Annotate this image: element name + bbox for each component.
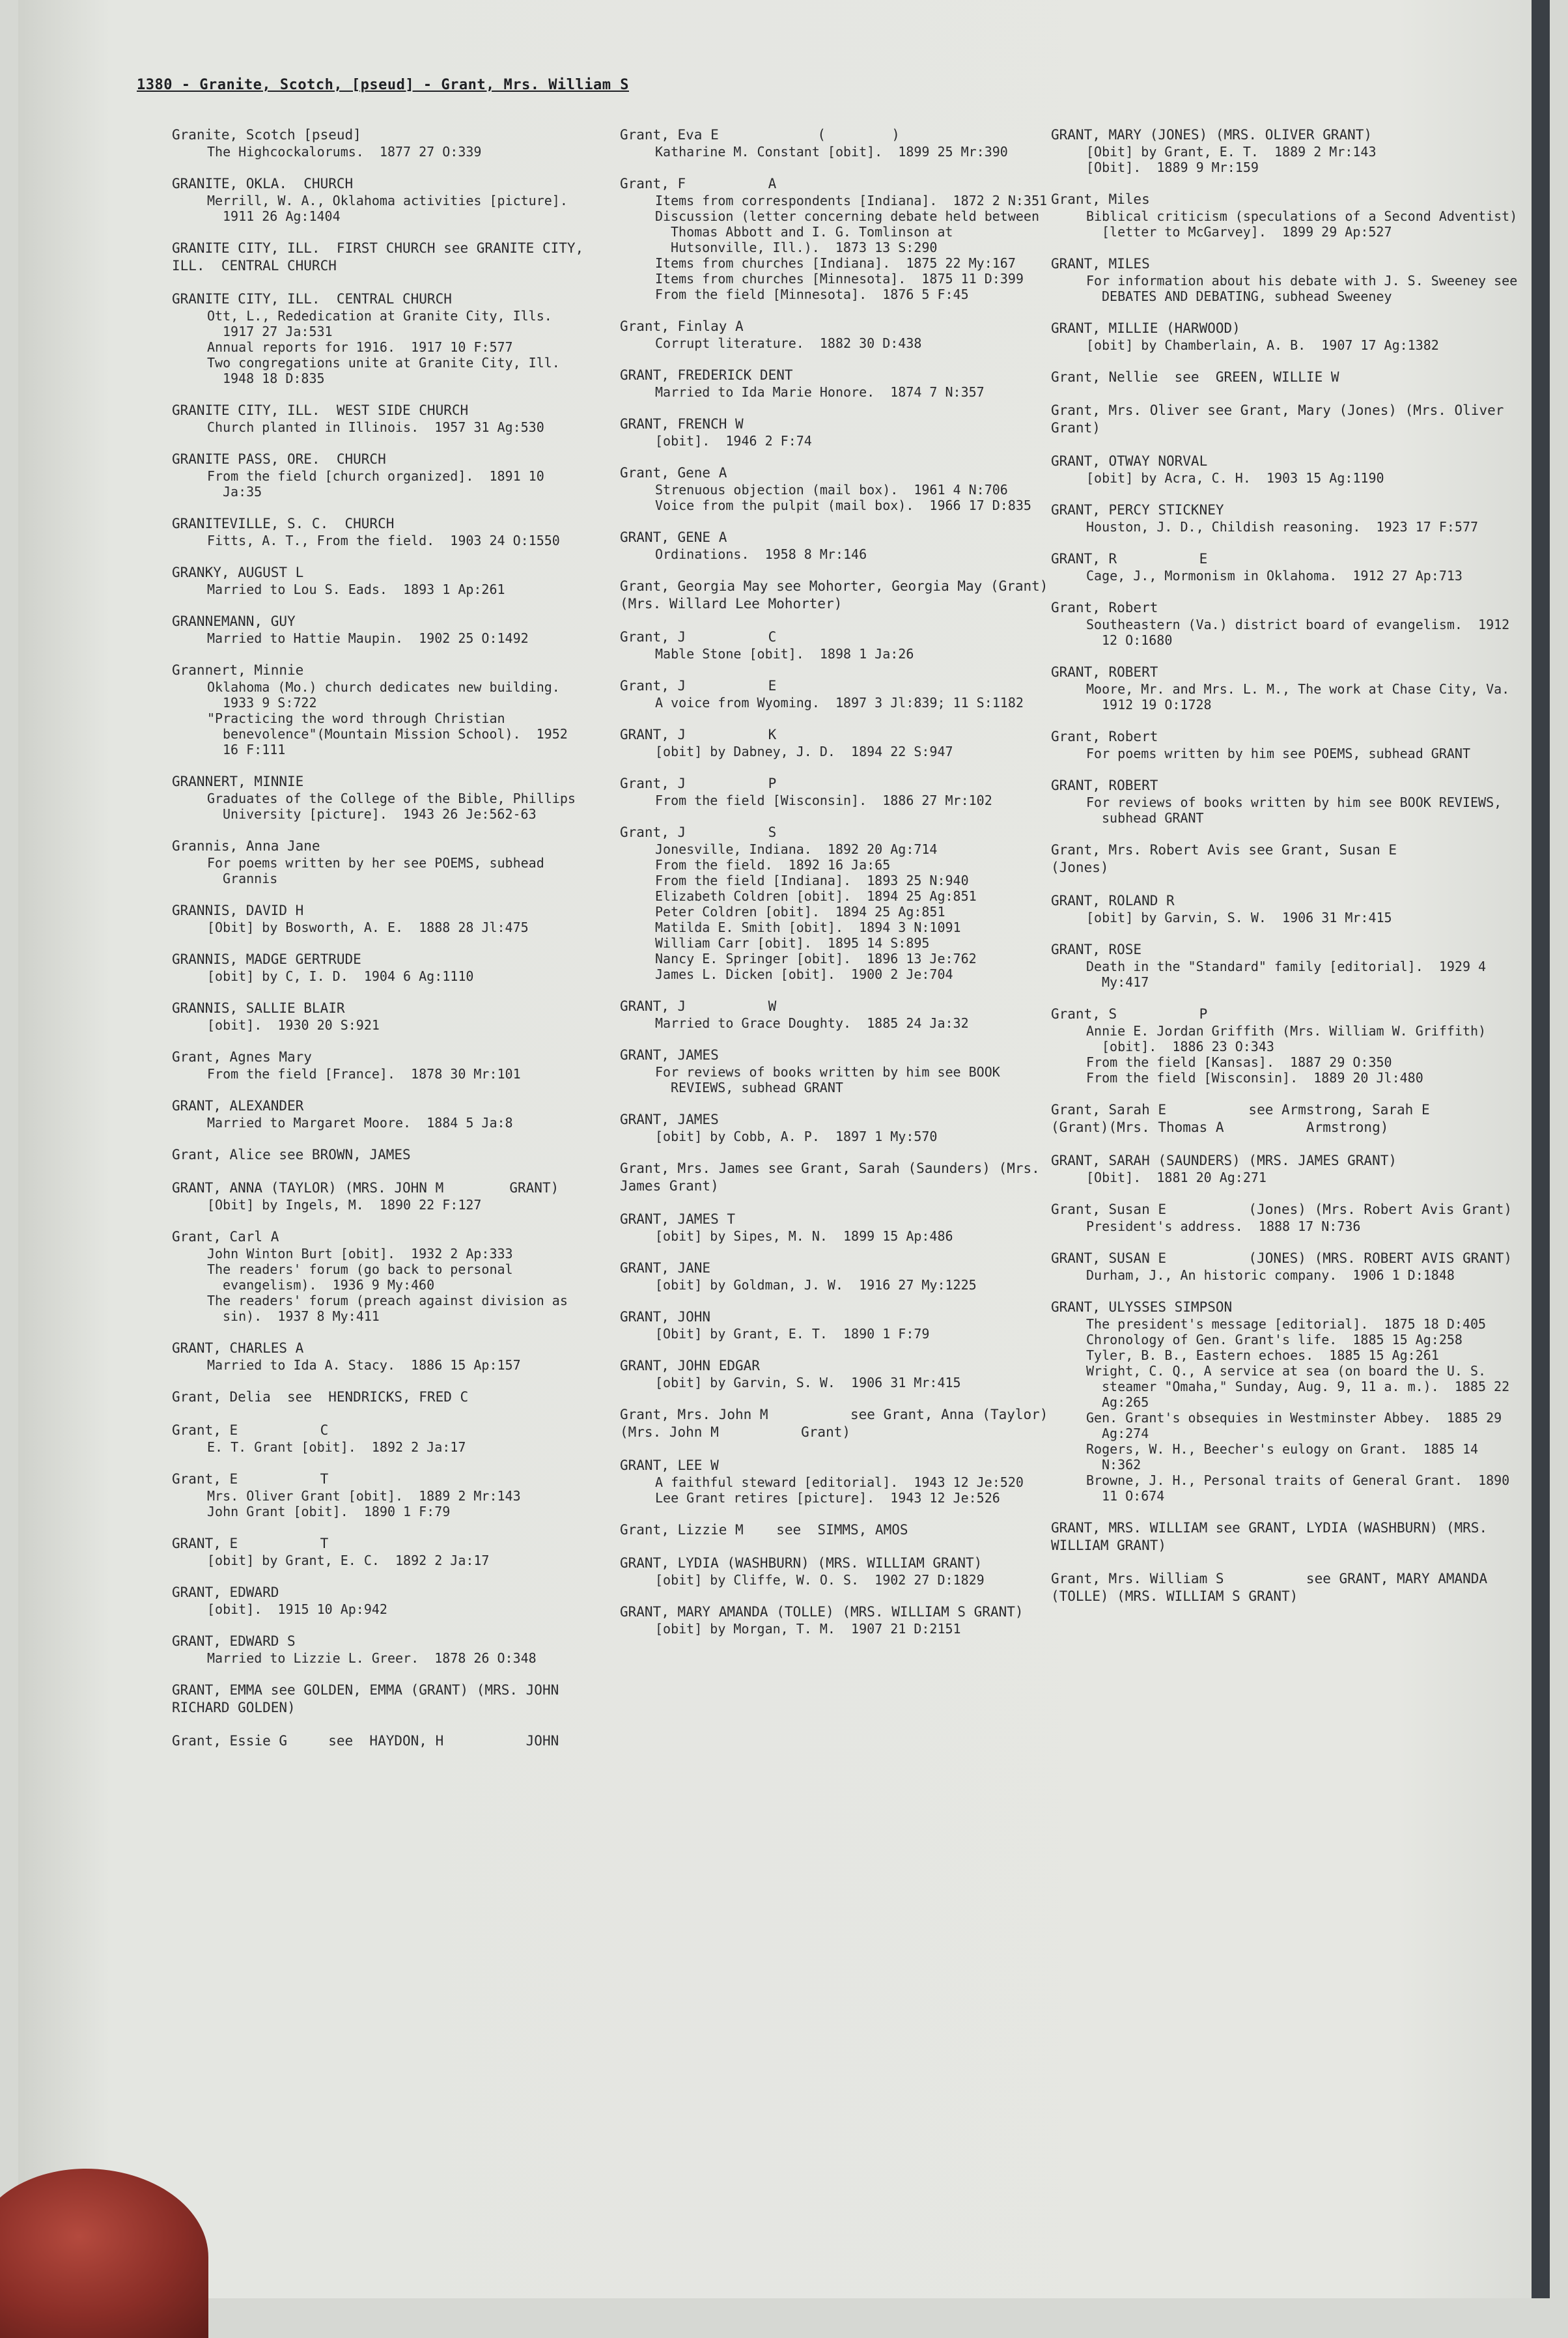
- entry-heading: Grant, Carl A: [172, 1229, 279, 1245]
- index-entry: [172, 240, 592, 275]
- index-entry: [620, 367, 1050, 400]
- entry-citation: For information about his debate with J. S. Sweeney see DEBATES AND DEBATING, subhead Sweeney: [1086, 273, 1526, 304]
- entry-heading: Grant, Gene A: [620, 465, 727, 481]
- entry-heading: Grant, Mrs. James see Grant, Sarah (Saunders) (Mrs. James Grant): [620, 1161, 1048, 1194]
- entry-heading: GRANNIS, MADGE GERTRUDE: [172, 951, 361, 967]
- entry-heading: GRANT, CHARLES A: [172, 1340, 304, 1356]
- entry-citation: [obit] by Morgan, T. M. 1907 21 D:2151: [655, 1621, 961, 1637]
- index-entry: [620, 1555, 1050, 1588]
- index-entry: [172, 1535, 589, 1568]
- index-entry: [172, 515, 589, 548]
- entry-citation: Married to Grace Doughty. 1885 24 Ja:32: [655, 1015, 969, 1031]
- entry-citation: Jonesville, Indiana. 1892 20 Ag:714: [655, 841, 938, 857]
- entry-citation: Katharine M. Constant [obit]. 1899 25 Mr:390: [655, 144, 1008, 160]
- entry-citation: [obit] by Sipes, M. N. 1899 15 Ap:486: [655, 1228, 953, 1244]
- entry-heading: GRANT, J K: [620, 727, 777, 742]
- entry-heading: GRANT, EDWARD: [172, 1584, 279, 1600]
- entry-heading: Grannis, Anna Jane: [172, 838, 320, 854]
- entry-heading: GRANITE, OKLA. CHURCH: [172, 176, 354, 191]
- entry-heading: GRANT, ROBERT: [1051, 664, 1158, 680]
- entry-citation: [obit] by Acra, C. H. 1903 15 Ag:1190: [1086, 470, 1384, 486]
- entry-heading: Grant, S P: [1051, 1006, 1208, 1022]
- entry-heading: GRANITEVILLE, S. C. CHURCH: [172, 516, 395, 531]
- entry-citation: William Carr [obit]. 1895 14 S:895: [655, 935, 930, 951]
- entry-citation: Cage, J., Mormonism in Oklahoma. 1912 27 Ap:713: [1086, 568, 1463, 584]
- entry-citation: Peter Coldren [obit]. 1894 25 Ag:851: [655, 904, 945, 920]
- entry-citation: A faithful steward [editorial]. 1943 12 Je:520: [655, 1474, 1024, 1490]
- entry-citation: Death in the "Standard" family [editorial]. 1929 4 My:417: [1086, 959, 1494, 990]
- entry-heading: GRANT, JAMES: [620, 1112, 719, 1127]
- index-entry: [172, 951, 589, 984]
- entry-citation: Married to Lizzie L. Greer. 1878 26 O:348: [207, 1650, 537, 1666]
- entry-citation: For poems written by her see POEMS, subhead Grannis: [207, 855, 552, 886]
- entry-heading: GRANNEMANN, GUY: [172, 613, 296, 629]
- entry-heading: GRANNERT, MINNIE: [172, 774, 304, 789]
- entry-heading: Grant, Mrs. John M see Grant, Anna (Taylor) (Mrs. John M Grant): [620, 1407, 1057, 1440]
- entry-heading: GRANT, ROBERT: [1051, 778, 1158, 793]
- entry-citation: Two congregations unite at Granite City, Ill. 1948 18 D:835: [207, 355, 576, 386]
- entry-citation: Matilda E. Smith [obit]. 1894 3 N:1091: [655, 920, 961, 935]
- entry-heading: GRANT, JANE: [620, 1260, 711, 1276]
- entry-citation: [Obit] by Grant, E. T. 1890 1 F:79: [655, 1326, 930, 1342]
- entry-heading: GRANT, GENE A: [620, 529, 727, 545]
- entry-citation: Rogers, W. H., Beecher's eulogy on Grant. 1885 14 N:362: [1086, 1441, 1487, 1472]
- entry-citation: Discussion (letter concerning debate held between Thomas Abbott and I. G. Tomlinson at Hutsonville, Ill.). 1873 13 S:290: [655, 208, 1048, 255]
- index-entry: [1051, 453, 1520, 486]
- entry-heading: GRANT, MILES: [1051, 256, 1150, 272]
- entry-citation: Lee Grant retires [picture]. 1943 12 Je:526: [655, 1490, 1000, 1506]
- entry-citation: From the field [France]. 1878 30 Mr:101: [207, 1066, 521, 1082]
- entry-heading: Grannert, Minnie: [172, 662, 304, 678]
- entry-citation: Married to Ida A. Stacy. 1886 15 Ap:157: [207, 1357, 521, 1373]
- entry-citation: For reviews of books written by him see BOOK REVIEWS, subhead GRANT: [1086, 795, 1510, 826]
- index-entry: [620, 1603, 1050, 1637]
- entry-citation: From the field [church organized]. 1891 10 Ja:35: [207, 468, 552, 500]
- index-entry: [620, 415, 1050, 449]
- index-entry: [1051, 599, 1520, 648]
- entry-citation: The readers' forum (preach against division as sin). 1937 8 My:411: [207, 1293, 576, 1324]
- index-entry: [172, 1000, 589, 1033]
- entry-heading: GRANT, LYDIA (WASHBURN) (MRS. WILLIAM GRANT): [620, 1555, 983, 1571]
- index-entry: [172, 1049, 589, 1082]
- running-header: 1380 - Granite, Scotch, [pseud] - Grant, Mrs. William S: [137, 77, 629, 93]
- entry-heading: Grant, Georgia May see Mohorter, Georgia May (Grant) (Mrs. Willard Lee Mohorter): [620, 578, 1057, 612]
- entry-heading: GRANT, ROSE: [1051, 942, 1142, 957]
- index-entry: [620, 318, 1050, 351]
- entry-heading: Grant, Sarah E see Armstrong, Sarah E (Grant)(Mrs. Thomas A Armstrong): [1051, 1102, 1513, 1135]
- entry-citation: [obit] by C, I. D. 1904 6 Ag:1110: [207, 968, 474, 984]
- index-page: [18, 0, 1550, 2298]
- index-entry: [172, 1732, 589, 1750]
- entry-heading: Grant, J C: [620, 629, 777, 645]
- index-entry: [620, 1211, 1050, 1244]
- index-entry: [1051, 728, 1520, 761]
- index-entry: [172, 290, 589, 386]
- index-entry: [1051, 777, 1520, 826]
- entry-citation: [obit] by Chamberlain, A. B. 1907 17 Ag:1382: [1086, 337, 1439, 353]
- index-entry: [172, 838, 589, 886]
- entry-citation: From the field. 1892 16 Ja:65: [655, 857, 891, 873]
- entry-citation: [Obit] by Ingels, M. 1890 22 F:127: [207, 1197, 482, 1213]
- index-entry: [620, 529, 1050, 562]
- index-entry: [1051, 1299, 1520, 1504]
- entry-citation: Annie E. Jordan Griffith (Mrs. William W. Griffith) [obit]. 1886 23 O:343: [1086, 1023, 1494, 1054]
- entry-heading: GRANT, ANNA (TAYLOR) (MRS. JOHN M GRANT): [172, 1180, 559, 1196]
- index-entry: [172, 1097, 589, 1131]
- entry-heading: GRANITE CITY, ILL. FIRST CHURCH see GRANITE CITY, ILL. CENTRAL CHURCH: [172, 240, 592, 274]
- entry-citation: From the field [Wisconsin]. 1886 27 Mr:102: [655, 793, 992, 808]
- index-entry: [1051, 255, 1526, 304]
- entry-citation: Items from churches [Indiana]. 1875 22 My:167: [655, 255, 1016, 271]
- entry-heading: GRANT, SARAH (SAUNDERS) (MRS. JAMES GRANT): [1051, 1153, 1397, 1168]
- entry-citation: James L. Dicken [obit]. 1900 2 Je:704: [655, 966, 953, 982]
- entry-citation: [obit] by Dabney, J. D. 1894 22 S:947: [655, 744, 953, 759]
- entry-citation: Gen. Grant's obsequies in Westminster Abbey. 1885 29 Ag:274: [1086, 1410, 1510, 1441]
- entry-citation: The Highcockalorums. 1877 27 O:339: [207, 144, 482, 160]
- entry-heading: GRANT, EMMA see GOLDEN, EMMA (GRANT) (MRS. JOHN RICHARD GOLDEN): [172, 1682, 567, 1715]
- entry-citation: For poems written by him see POEMS, subhead GRANT: [1086, 746, 1471, 761]
- entry-citation: From the field [Minnesota]. 1876 5 F:45: [655, 287, 969, 302]
- entry-citation: From the field [Indiana]. 1893 25 N:940: [655, 873, 969, 888]
- entry-citation: Oklahoma (Mo.) church dedicates new building. 1933 9 S:722: [207, 679, 576, 711]
- entry-citation: From the field [Wisconsin]. 1889 20 Jl:480: [1086, 1070, 1423, 1086]
- entry-heading: Granite, Scotch [pseud]: [172, 127, 361, 143]
- entry-citation: "Practicing the word through Christian benevolence"(Mountain Mission School). 1952 16 F:111: [207, 711, 576, 757]
- entry-heading: GRANT, ROLAND R: [1051, 893, 1175, 908]
- index-entry: [172, 773, 589, 822]
- entry-heading: Grant, Miles: [1051, 191, 1150, 207]
- index-entry: [620, 1260, 1050, 1293]
- index-column-2: [620, 126, 1057, 1652]
- index-column-1: [172, 126, 592, 1766]
- entry-citation: [obit] by Cobb, A. P. 1897 1 My:570: [655, 1129, 938, 1144]
- index-entry: [172, 175, 589, 224]
- entry-citation: Items from churches [Minnesota]. 1875 11 D:399: [655, 271, 1024, 287]
- entry-citation: Church planted in Illinois. 1957 31 Ag:530: [207, 419, 544, 435]
- index-entry: [172, 1471, 589, 1519]
- entry-heading: GRANT, JOHN EDGAR: [620, 1358, 760, 1373]
- index-entry: [172, 1682, 589, 1717]
- entry-heading: GRANKY, AUGUST L: [172, 565, 304, 580]
- index-entry: [620, 126, 1050, 160]
- entry-citation: [Obit] by Bosworth, A. E. 1888 28 Jl:475: [207, 920, 529, 935]
- index-entry: [1051, 1152, 1520, 1185]
- index-entry: [1051, 841, 1520, 877]
- entry-citation: Married to Hattie Maupin. 1902 25 O:1492: [207, 630, 529, 646]
- entry-heading: Grant, Eva E ( ): [620, 127, 900, 143]
- entry-heading: Grant, Alice see BROWN, JAMES: [172, 1147, 411, 1162]
- entry-heading: GRANT, JOHN: [620, 1309, 711, 1325]
- index-entry: [1051, 501, 1520, 535]
- entry-heading: Grant, Lizzie M see SIMMS, AMOS: [620, 1522, 908, 1538]
- index-entry: [620, 1457, 1050, 1506]
- entry-heading: GRANT, SUSAN E (JONES) (MRS. ROBERT AVIS GRANT): [1051, 1250, 1513, 1266]
- entry-citation: Tyler, B. B., Eastern echoes. 1885 15 Ag:261: [1086, 1347, 1439, 1363]
- entry-citation: Southeastern (Va.) district board of evangelism. 1912 12 O:1680: [1086, 617, 1518, 648]
- index-entry: [172, 1228, 589, 1324]
- entry-heading: GRANT, OTWAY NORVAL: [1051, 453, 1208, 469]
- entry-heading: Grant, Robert: [1051, 729, 1158, 744]
- book-spine-edge: [1532, 0, 1550, 2298]
- entry-citation: [obit] by Grant, E. C. 1892 2 Ja:17: [207, 1553, 490, 1568]
- entry-heading: GRANT, EDWARD S: [172, 1633, 296, 1649]
- index-entry: [172, 902, 589, 935]
- entry-citation: A voice from Wyoming. 1897 3 Jl:839; 11 S:1182: [655, 695, 1024, 711]
- entry-citation: Graduates of the College of the Bible, Phillips University [picture]. 1943 26 Je:562-63: [207, 791, 583, 822]
- entry-citation: The readers' forum (go back to personal evangelism). 1936 9 My:460: [207, 1261, 521, 1293]
- entry-heading: GRANT, J W: [620, 998, 777, 1014]
- entry-citation: John Grant [obit]. 1890 1 F:79: [207, 1504, 451, 1519]
- entry-citation: [obit]. 1946 2 F:74: [655, 433, 812, 449]
- index-entry: [172, 662, 589, 757]
- entry-citation: Strenuous objection (mail box). 1961 4 N:706: [655, 482, 1008, 498]
- index-entry: [620, 1047, 1050, 1095]
- index-entry: [172, 1179, 589, 1213]
- index-entry: [620, 726, 1050, 759]
- index-entry: [1051, 1250, 1520, 1283]
- entry-heading: Grant, E T: [172, 1471, 329, 1487]
- index-entry: [1051, 369, 1520, 386]
- entry-citation: Durham, J., An historic company. 1906 1 D:1848: [1086, 1267, 1455, 1283]
- entry-citation: [Obit] by Grant, E. T. 1889 2 Mr:143: [1086, 144, 1377, 160]
- index-entry: [1051, 1519, 1520, 1555]
- entry-heading: GRANT, R E: [1051, 551, 1208, 567]
- index-entry: [620, 1521, 1050, 1539]
- entry-citation: Married to Lou S. Eads. 1893 1 Ap:261: [207, 582, 505, 597]
- index-entry: [620, 998, 1050, 1031]
- index-entry: [172, 1146, 589, 1164]
- entry-citation: [obit] by Garvin, S. W. 1906 31 Mr:415: [655, 1375, 961, 1390]
- index-entry: [1051, 550, 1520, 584]
- entry-citation: Mrs. Oliver Grant [obit]. 1889 2 Mr:143: [207, 1488, 521, 1504]
- entry-heading: GRANT, ALEXANDER: [172, 1098, 304, 1114]
- index-entry: [1051, 1006, 1520, 1086]
- index-entry: [1051, 320, 1520, 353]
- index-entry: [1051, 1570, 1520, 1605]
- entry-heading: GRANNIS, DAVID H: [172, 903, 304, 918]
- entry-citation: The president's message [editorial]. 1875 18 D:405: [1086, 1316, 1487, 1332]
- index-entry: [620, 1357, 1050, 1390]
- entry-heading: Grant, Delia see HENDRICKS, FRED C: [172, 1389, 469, 1405]
- index-entry: [620, 824, 1050, 982]
- index-entry: [620, 1160, 1050, 1195]
- entry-citation: Voice from the pulpit (mail box). 1966 17 D:835: [655, 498, 1031, 513]
- entry-heading: GRANT, JAMES: [620, 1047, 719, 1063]
- index-entry: [620, 464, 1050, 513]
- index-entry: [620, 628, 1050, 662]
- entry-heading: Grant, F A: [620, 176, 777, 191]
- entry-citation: [obit] by Goldman, J. W. 1916 27 My:1225: [655, 1277, 977, 1293]
- entry-heading: GRANT, LEE W: [620, 1458, 719, 1473]
- entry-heading: GRANT, MARY AMANDA (TOLLE) (MRS. WILLIAM S GRANT): [620, 1604, 1024, 1620]
- entry-citation: John Winton Burt [obit]. 1932 2 Ap:333: [207, 1246, 513, 1261]
- entry-citation: For reviews of books written by him see BOOK REVIEWS, subhead GRANT: [655, 1064, 1008, 1095]
- index-entry: [1051, 1101, 1520, 1136]
- entry-citation: Nancy E. Springer [obit]. 1896 13 Je:762: [655, 951, 977, 966]
- index-entry: [1051, 402, 1520, 437]
- entry-citation: Browne, J. H., Personal traits of General Grant. 1890 11 O:674: [1086, 1472, 1518, 1504]
- entry-citation: [obit]. 1930 20 S:921: [207, 1017, 380, 1033]
- entry-citation: Annual reports for 1916. 1917 10 F:577: [207, 339, 513, 355]
- index-entry: [620, 775, 1050, 808]
- index-entry: [172, 564, 589, 597]
- index-entry: [172, 1388, 589, 1406]
- entry-citation: Fitts, A. T., From the field. 1903 24 O:1550: [207, 533, 560, 548]
- entry-citation: Married to Margaret Moore. 1884 5 Ja:8: [207, 1115, 513, 1131]
- entry-citation: Biblical criticism (speculations of a Second Adventist) [letter to McGarvey]. 1899 29 Ap:527: [1086, 208, 1526, 240]
- entry-heading: Grant, Finlay A: [620, 318, 744, 334]
- entry-citation: Ordinations. 1958 8 Mr:146: [655, 546, 867, 562]
- entry-heading: GRANT, ULYSSES SIMPSON: [1051, 1299, 1233, 1315]
- index-entry: [172, 1422, 589, 1455]
- entry-heading: GRANT, PERCY STICKNEY: [1051, 502, 1224, 518]
- entry-citation: E. T. Grant [obit]. 1892 2 Ja:17: [207, 1439, 466, 1455]
- entry-citation: Ott, L., Rededication at Granite City, Ills. 1917 27 Ja:531: [207, 308, 568, 339]
- entry-citation: Merrill, W. A., Oklahoma activities [picture]. 1911 26 Ag:1404: [207, 193, 583, 224]
- entry-citation: [obit]. 1915 10 Ap:942: [207, 1601, 387, 1617]
- entry-citation: From the field [Kansas]. 1887 29 O:350: [1086, 1054, 1392, 1070]
- index-entry: [1051, 126, 1520, 175]
- entry-heading: GRANT, MILLIE (HARWOOD): [1051, 320, 1240, 336]
- entry-heading: Grant, Susan E (Jones) (Mrs. Robert Avis Grant): [1051, 1202, 1513, 1217]
- entry-heading: GRANT, MRS. WILLIAM see GRANT, LYDIA (WASHBURN) (MRS. WILLIAM GRANT): [1051, 1520, 1496, 1553]
- entry-citation: Chronology of Gen. Grant's life. 1885 15 Ag:258: [1086, 1332, 1463, 1347]
- entry-citation: [obit] by Garvin, S. W. 1906 31 Mr:415: [1086, 910, 1392, 925]
- entry-heading: GRANT, FREDERICK DENT: [620, 367, 793, 383]
- index-entry: [620, 1406, 1057, 1441]
- entry-heading: GRANT, JAMES T: [620, 1211, 736, 1227]
- entry-heading: Grant, J S: [620, 824, 777, 840]
- entry-heading: Grant, Mrs. Robert Avis see Grant, Susan E (Jones): [1051, 842, 1479, 875]
- index-column-3: [1051, 126, 1526, 1621]
- entry-citation: Married to Ida Marie Honore. 1874 7 N:357: [655, 384, 985, 400]
- entry-heading: Grant, Agnes Mary: [172, 1049, 312, 1065]
- index-entry: [1051, 941, 1520, 990]
- index-entry: [1051, 1201, 1520, 1234]
- entry-heading: GRANT, FRENCH W: [620, 416, 744, 432]
- index-entry: [620, 175, 1050, 302]
- index-entry: [172, 402, 589, 435]
- index-entry: [620, 578, 1057, 613]
- index-entry: [172, 126, 589, 160]
- entry-citation: Mable Stone [obit]. 1898 1 Ja:26: [655, 646, 914, 662]
- index-entry: [172, 451, 589, 500]
- entry-citation: Elizabeth Coldren [obit]. 1894 25 Ag:851: [655, 888, 977, 904]
- entry-citation: Wright, C. Q., A service at sea (on board the U. S. steamer "Omaha," Sunday, Aug. 9, 11 a. m.). 1885 22 Ag:265: [1086, 1363, 1518, 1410]
- index-entry: [1051, 191, 1526, 240]
- entry-citation: Corrupt literature. 1882 30 D:438: [655, 335, 922, 351]
- entry-heading: GRANNIS, SALLIE BLAIR: [172, 1000, 345, 1016]
- entry-heading: Grant, J E: [620, 678, 777, 694]
- entry-citation: [Obit]. 1881 20 Ag:271: [1086, 1170, 1267, 1185]
- entry-heading: Grant, Essie G see HAYDON, H JOHN: [172, 1733, 559, 1749]
- entry-citation: [obit] by Cliffe, W. O. S. 1902 27 D:1829: [655, 1572, 985, 1588]
- entry-heading: GRANITE CITY, ILL. WEST SIDE CHURCH: [172, 402, 469, 418]
- index-entry: [1051, 664, 1526, 712]
- index-entry: [1051, 892, 1520, 925]
- entry-heading: GRANT, MARY (JONES) (MRS. OLIVER GRANT): [1051, 127, 1373, 143]
- entry-heading: GRANT, E T: [172, 1536, 329, 1551]
- index-entry: [172, 1584, 589, 1617]
- index-entry: [172, 613, 589, 646]
- entry-heading: GRANITE CITY, ILL. CENTRAL CHURCH: [172, 291, 452, 307]
- index-entry: [620, 1111, 1050, 1144]
- entry-citation: President's address. 1888 17 N:736: [1086, 1218, 1361, 1234]
- entry-heading: Grant, J P: [620, 776, 777, 791]
- entry-citation: Moore, Mr. and Mrs. L. M., The work at Chase City, Va. 1912 19 O:1728: [1086, 681, 1526, 712]
- entry-citation: [Obit]. 1889 9 Mr:159: [1086, 160, 1259, 175]
- index-entry: [172, 1633, 589, 1666]
- entry-heading: GRANITE PASS, ORE. CHURCH: [172, 451, 386, 467]
- entry-citation: Items from correspondents [Indiana]. 1872 2 N:351: [655, 193, 1048, 208]
- entry-heading: Grant, E C: [172, 1422, 329, 1438]
- entry-citation: Houston, J. D., Childish reasoning. 1923 17 F:577: [1086, 519, 1479, 535]
- index-entry: [620, 1308, 1050, 1342]
- entry-heading: Grant, Mrs. William S see GRANT, MARY AMANDA (TOLLE) (MRS. WILLIAM S GRANT): [1051, 1571, 1496, 1604]
- entry-heading: Grant, Nellie see GREEN, WILLIE W: [1051, 369, 1339, 385]
- index-entry: [620, 677, 1050, 711]
- entry-heading: Grant, Mrs. Oliver see Grant, Mary (Jones) (Mrs. Oliver Grant): [1051, 402, 1513, 436]
- index-entry: [172, 1340, 589, 1373]
- entry-heading: Grant, Robert: [1051, 600, 1158, 615]
